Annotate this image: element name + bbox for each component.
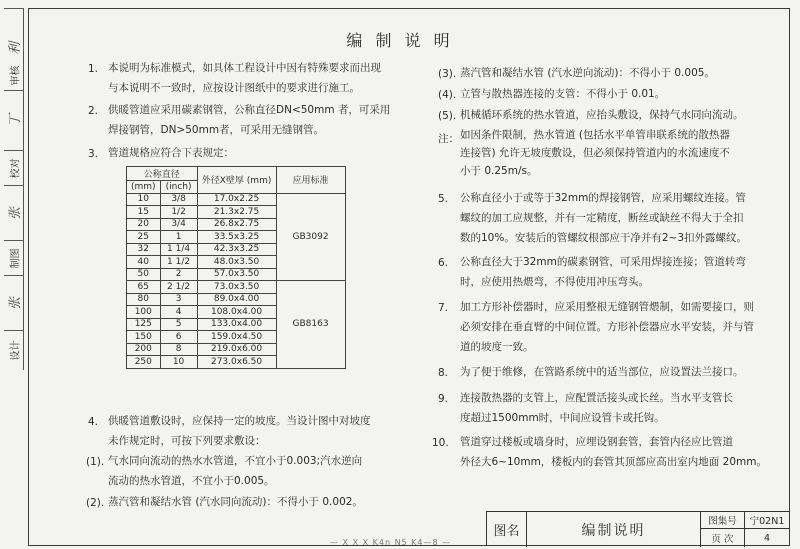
table-cell: 89.0x4.00	[197, 293, 276, 306]
signature-cell-check	[4, 90, 24, 150]
side-label-review: 审核	[4, 60, 24, 90]
table-cell: 1	[160, 231, 197, 244]
table-cell: 1/2	[160, 206, 197, 219]
item-number: 1.	[88, 63, 99, 75]
table-cell: 57.0x3.50	[197, 268, 276, 281]
table-cell: 15	[127, 206, 161, 219]
signature-mark: 张	[7, 296, 23, 310]
table-row	[127, 281, 346, 294]
table-cell: 32	[127, 243, 161, 256]
table-cell: 3/8	[160, 193, 197, 206]
item-number: 3.	[88, 148, 99, 160]
table-cell: 1 1/2	[160, 256, 197, 269]
page-title: 编 制 说 明	[346, 31, 454, 50]
item-3: 管道规格应符合下表规定：	[108, 147, 234, 159]
item-2: 供暖管道应采用碳素钢管，公称直径DN<50mm 者，可采用 焊接钢管，DN>50mm者，可采用无缝钢管。	[108, 104, 391, 136]
table-cell: 1 1/4	[160, 243, 197, 256]
table-cell: 21.3x2.75	[197, 206, 276, 219]
table-cell: 20	[127, 218, 161, 231]
table-cell: 42.3x3.25	[197, 243, 276, 256]
table-cell: 219.0x6.00	[197, 343, 276, 356]
item-1: 本说明为标准模式，如具体工程设计中因有特殊要求而出现 与本说明不一致时，应按设计图纸中的要求进行施工。	[108, 62, 381, 94]
table-cell: 26.8x2.75	[197, 218, 276, 231]
side-label-design: 设计	[4, 330, 24, 370]
signature-panel	[0, 0, 28, 549]
title-block-label: 图名	[487, 512, 527, 547]
footer-code: — X X X K4n N5 K4—8 —	[330, 538, 452, 547]
item-8: 为了便于维修，在管路系统中的适当部位，应设置法兰接口。	[460, 366, 744, 378]
standard-cell: GB3092	[276, 193, 345, 281]
side-label-draw: 制图	[4, 240, 24, 275]
table-header: (mm)	[127, 181, 161, 194]
table-cell: 8	[160, 343, 197, 356]
table-cell: 40	[127, 256, 161, 269]
item-number: 7.	[438, 302, 449, 314]
table-cell: 25	[127, 231, 161, 244]
table-header-group: 公称直径	[127, 167, 198, 181]
table-cell: 33.5x3.25	[197, 231, 276, 244]
page-value: 4	[763, 532, 771, 544]
signature-mark: 张	[7, 206, 23, 220]
table-header: 外径X壁厚 (mm)	[197, 167, 276, 194]
item-9: 连接散热器的支管上，应配置活接头或长丝。当水平支管长 度超过1500mm时，中间应设管卡或托钩。	[460, 392, 733, 424]
item-6: 公称直径大于32mm的碳素钢管，可采用焊接连接；管道转弯 时，应使用热煨弯，不得使用冲压弯头。	[460, 256, 746, 288]
sub-item-number: (3).	[438, 68, 457, 80]
table-cell: 50	[127, 268, 161, 281]
table-cell: 3	[160, 293, 197, 306]
sub-item-2: 蒸汽管和凝结水管 (汽水同向流动)：不得小于 0.002。	[108, 496, 363, 508]
sub-item-3: 蒸汽管和凝结水管 (汽水逆向流动)：不得小于 0.005。	[460, 67, 715, 79]
table-cell: 48.0x3.50	[197, 256, 276, 269]
title-block	[486, 511, 790, 546]
table-cell: 133.0x4.00	[197, 318, 276, 331]
signature-mark: 利	[7, 41, 23, 56]
sub-item-4: 立管与散热器连接的支管：不得小于 0.01。	[460, 88, 666, 100]
table-row	[127, 193, 346, 206]
table-cell: 159.0x4.50	[197, 331, 276, 344]
note: 如因条件限制，热水管道 (包括水平单管串联系统的散热器 连接管) 允许无坡度敷设，但必须保持管道内的水流速度不 小于 0.25m/s。	[460, 129, 730, 177]
item-number: 6.	[438, 257, 449, 269]
item-10: 管道穿过楼板或墙身时，应埋设钢套管，套管内径应比管道 外径大6~10mm，楼板内的套管其顶部应高出室内地面 20mm。	[460, 436, 767, 468]
table-cell: 3/4	[160, 218, 197, 231]
item-4: 供暖管道敷设时，应保持一定的坡度。当设计图中对坡度 未作规定时，可按下列要求敷设：	[108, 415, 371, 447]
item-number: 10.	[432, 437, 449, 449]
item-number: 2.	[88, 105, 99, 117]
table-cell: 2	[160, 268, 197, 281]
sub-item-number: (4).	[438, 89, 457, 101]
item-number: 9.	[438, 393, 449, 405]
sub-item-5: 机械循环系统的热水管道，应抬头敷设，保持气水同向流动。	[460, 109, 744, 121]
pipe-spec-table	[126, 166, 346, 369]
table-cell: 2 1/2	[160, 281, 197, 294]
item-number: 5.	[438, 193, 449, 205]
standard-cell: GB8163	[276, 281, 345, 369]
table-cell: 4	[160, 306, 197, 319]
set-number-label: 图集号	[701, 512, 745, 529]
sub-item-1: 气水同向流动的热水水管道，不宜小于0.003;汽水逆向 流动的热水管道，不宜小于0.005。	[108, 455, 363, 487]
sub-item-number: (5).	[438, 110, 457, 122]
table-cell: 125	[127, 318, 161, 331]
side-label-check: 校对	[4, 150, 24, 185]
signature-mark: 丁	[7, 113, 23, 128]
table-cell: 6	[160, 331, 197, 344]
table-cell: 200	[127, 343, 161, 356]
table-cell: 108.0x4.00	[197, 306, 276, 319]
title-block-name: 编制说明	[527, 512, 701, 547]
table-cell: 5	[160, 318, 197, 331]
table-cell: 65	[127, 281, 161, 294]
set-number-value: 宁02N1	[745, 512, 789, 529]
table-cell: 250	[127, 356, 161, 369]
item-5: 公称直径小于或等于32mm的焊接钢管，应采用螺纹连接。管 螺纹的加工应规整，并有一定精度，断丝或缺丝不得大于全扣 数的10%。安装后的管螺纹根部应干净并有2~3扣外露螺纹。	[460, 192, 747, 244]
table-cell: 17.0x2.25	[197, 193, 276, 206]
table-cell: 10	[127, 193, 161, 206]
table-header: (inch)	[160, 181, 197, 194]
table-cell: 150	[127, 331, 161, 344]
table-body	[127, 193, 346, 368]
sub-item-number: (2).	[86, 497, 105, 509]
sub-item-number: (1).	[86, 456, 105, 468]
table-cell: 73.0x3.50	[197, 281, 276, 294]
item-number: 8.	[438, 367, 449, 379]
table-cell: 80	[127, 293, 161, 306]
note-label: 注：	[438, 133, 459, 145]
signature-cell-draw	[4, 185, 24, 240]
table-cell: 100	[127, 306, 161, 319]
item-7: 加工方形补偿器时，应采用整根无缝钢管煨制，如需要接口，则 必须安排在垂直臂的中间位置。方形补偿器应水平安装，并与管 道的坡度一致。	[460, 301, 754, 353]
page-label: 页 次	[701, 529, 745, 547]
table-cell: 10	[160, 356, 197, 369]
table-cell: 273.0x6.50	[197, 356, 276, 369]
signature-cell-design	[4, 275, 24, 330]
item-number: 4.	[88, 416, 99, 428]
table-header: 应用标准	[276, 167, 345, 194]
